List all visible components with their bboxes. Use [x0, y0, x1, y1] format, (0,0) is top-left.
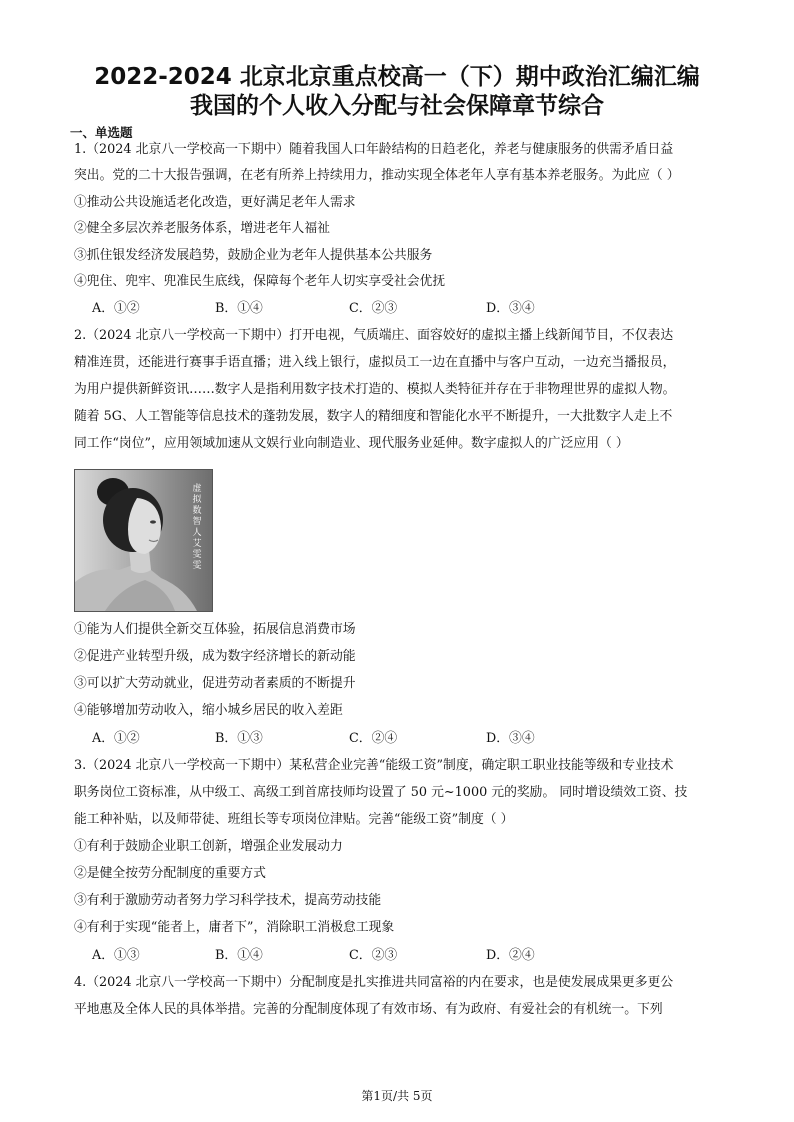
- q1-statement-3: ③抓住银发经济发展趋势，鼓励企业为老年人提供基本公共服务: [74, 248, 433, 263]
- q2-option-c[interactable]: C．②④: [349, 731, 398, 746]
- q2-statement-1: ①能为人们提供全新交互体验，拓展信息消费市场: [74, 622, 356, 637]
- q1-option-c[interactable]: C．②③: [349, 301, 398, 316]
- q2-stem-line-5: 同工作“岗位”，应用领域加速从文娱行业向制造业、现代服务业延伸。数字虚拟人的广泛应用（ ）: [74, 436, 629, 451]
- q2-options: [92, 730, 732, 748]
- q3-option-c[interactable]: C．②③: [349, 948, 398, 963]
- q1-option-b[interactable]: B．①④: [215, 301, 263, 316]
- q3-statement-4: ④有利于实现“能者上，庸者下”，消除职工消极怠工现象: [74, 920, 395, 935]
- document-title-line-2: 我国的个人收入分配与社会保障章节综合: [190, 93, 604, 119]
- q2-option-d[interactable]: D．③④: [486, 731, 535, 746]
- document-title-line-1: 2022-2024 北京北京重点校高一（下）期中政治汇编汇编: [94, 64, 700, 90]
- q2-stem-line-4: 随着 5G、人工智能等信息技术的蓬勃发展，数字人的精细度和智能化水平不断提升，一大批数字人走上不: [74, 409, 673, 424]
- q2-statement-3: ③可以扩大劳动就业，促进劳动者素质的不断提升: [74, 676, 356, 691]
- virtual-human-image: [74, 469, 213, 612]
- q3-stem-line-2: 职务岗位工资标准，从中级工、高级工到首席技师均设置了 50 元~1000 元的奖励。 同时增设绩效工资、技: [74, 785, 688, 800]
- q1-statement-4: ④兜住、兜牢、兜准民生底线，保障每个老年人切实享受社会优抚: [74, 274, 446, 289]
- q2-option-b[interactable]: B．①③: [215, 731, 263, 746]
- q3-stem-line-3: 能工种补贴，以及师带徒、班组长等专项岗位津贴。完善“能级工资”制度（ ）: [74, 812, 514, 827]
- q4-stem-line-2: 平地惠及全体人民的具体举措。完善的分配制度体现了有效市场、有为政府、有爱社会的有机统一。下列: [74, 1002, 663, 1017]
- q2-statement-2: ②促进产业转型升级，成为数字经济增长的新动能: [74, 649, 356, 664]
- q3-options: [92, 947, 732, 965]
- q3-statement-3: ③有利于激励劳动者努力学习科学技术，提高劳动技能: [74, 893, 382, 908]
- q1-options: [92, 300, 732, 318]
- q3-option-a[interactable]: A．①③: [92, 948, 140, 963]
- q1-option-d[interactable]: D．③④: [486, 301, 535, 316]
- q1-option-a[interactable]: A．①②: [92, 301, 140, 316]
- q3-statement-1: ①有利于鼓励企业职工创新，增强企业发展动力: [74, 839, 343, 854]
- q3-option-b[interactable]: B．①④: [215, 948, 263, 963]
- q3-statement-2: ②是健全按劳分配制度的重要方式: [74, 866, 266, 881]
- q1-statement-1: ①推动公共设施适老化改造，更好满足老年人需求: [74, 195, 356, 210]
- q2-stem-line-2: 精准连贯，还能进行赛事手语直播；进入线上银行，虚拟员工一边在直播中与客户互动，一边充当播报员，: [74, 355, 676, 370]
- q3-stem-line-1: 3.（2024 北京八一学校高一下期中）某私营企业完善“能级工资”制度，确定职工职业技能等级和专业技术: [74, 758, 674, 773]
- q1-statement-2: ②健全多层次养老服务体系，增进老年人福祉: [74, 221, 330, 236]
- figure-caption: 虚拟数智人 艾雯雯: [192, 484, 202, 571]
- q2-stem-line-3: 为用户提供新鲜资讯……数字人是指利用数字技术打造的、模拟人类特征并存在于非物理世界的虚拟人物。: [74, 382, 676, 397]
- q1-stem-line-2: 突出。党的二十大报告强调，在老有所养上持续用力，推动实现全体老年人享有基本养老服务。为此应（ ）: [74, 168, 680, 183]
- section-heading: 一、单选题: [70, 125, 133, 140]
- q2-option-a[interactable]: A．①②: [92, 731, 140, 746]
- q1-stem-line-1: 1.（2024 北京八一学校高一下期中）随着我国人口年龄结构的日趋老化，养老与健康服务的供需矛盾日益: [74, 142, 674, 157]
- q2-stem-line-1: 2.（2024 北京八一学校高一下期中）打开电视，气质端庄、面容姣好的虚拟主播上线新闻节目，不仅表达: [74, 328, 674, 343]
- page-number: 第1页/共 5页: [361, 1089, 433, 1103]
- q4-stem-line-1: 4.（2024 北京八一学校高一下期中）分配制度是扎实推进共同富裕的内在要求，也是使发展成果更多更公: [74, 975, 674, 990]
- q3-option-d[interactable]: D．②④: [486, 948, 535, 963]
- q2-statement-4: ④能够增加劳动收入，缩小城乡居民的收入差距: [74, 703, 343, 718]
